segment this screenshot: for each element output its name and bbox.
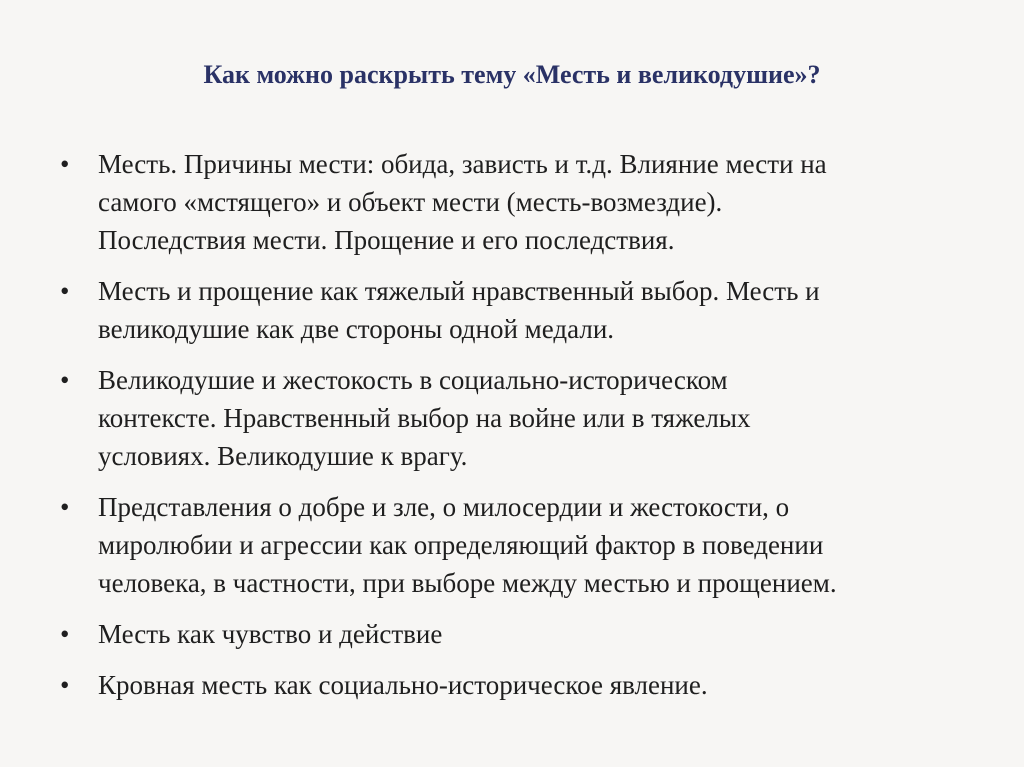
bullet-line: Кровная месть как социально-историческое явление. (98, 670, 708, 700)
bullet-line: Месть и прощение как тяжелый нравственный выбор. Месть и (98, 276, 820, 306)
bullet-list (60, 145, 960, 717)
bullet-dot-icon: • (60, 149, 70, 179)
bullet-line: условиях. Великодушие к врагу. (98, 441, 468, 471)
bullet-item (60, 145, 960, 259)
bullet-dot-icon: • (60, 276, 70, 306)
bullet-line: человека, в частности, при выборе между местью и прощением. (98, 568, 837, 598)
bullet-item (60, 488, 960, 602)
bullet-line: Месть. Причины мести: обида, зависть и т.д. Влияние мести на (98, 149, 827, 179)
bullet-item (60, 666, 960, 704)
bullet-dot-icon: • (60, 492, 70, 522)
bullet-line: великодушие как две стороны одной медали. (98, 314, 615, 344)
bullet-line: Месть как чувство и действие (98, 619, 443, 649)
bullet-item (60, 361, 960, 475)
bullet-line: миролюбии и агрессии как определяющий фактор в поведении (98, 530, 824, 560)
bullet-item (60, 615, 960, 653)
bullet-dot-icon: • (60, 619, 70, 649)
bullet-item (60, 272, 960, 348)
bullet-line: Последствия мести. Прощение и его последствия. (98, 225, 675, 255)
bullet-line: самого «мстящего» и объект мести (месть-возмездие). (98, 187, 723, 217)
bullet-line: контексте. Нравственный выбор на войне или в тяжелых (98, 403, 751, 433)
bullet-line: Представления о добре и зле, о милосердии и жестокости, о (98, 492, 790, 522)
bullet-dot-icon: • (60, 670, 70, 700)
slide-title: Как можно раскрыть тему «Месть и великодушие»? (203, 60, 821, 89)
bullet-line: Великодушие и жестокость в социально-историческом (98, 365, 728, 395)
bullet-dot-icon: • (60, 365, 70, 395)
